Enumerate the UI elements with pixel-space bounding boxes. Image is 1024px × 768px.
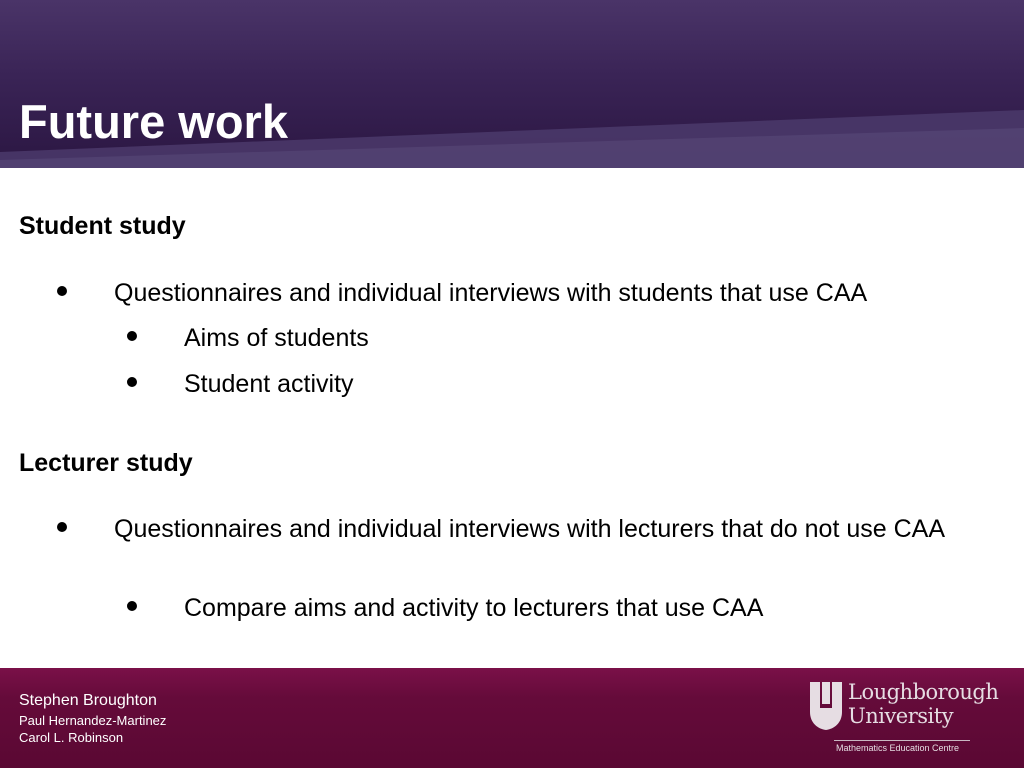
- university-logo: [810, 680, 999, 760]
- bullet-text: Aims of students: [184, 324, 369, 352]
- bullet-text: Questionnaires and individual interviews with students that use CAA: [114, 279, 868, 307]
- coauthor-name: Carol L. Robinson: [19, 730, 124, 745]
- coauthor-name: Paul Hernandez-Martinez: [19, 713, 167, 728]
- slide-content: [0, 168, 1024, 668]
- bullet-icon: [127, 331, 137, 341]
- bullet-icon: [57, 522, 67, 532]
- bullet-text: Student activity: [184, 370, 354, 398]
- bullet-icon: [127, 601, 137, 611]
- university-shield-icon: [810, 682, 842, 730]
- logo-text-line2: University: [848, 704, 954, 728]
- logo-divider: [834, 740, 970, 741]
- slide-header: [0, 0, 1024, 168]
- bullet-text: Compare aims and activity to lecturers that use CAA: [184, 594, 764, 622]
- bullet-icon: [57, 286, 67, 296]
- section-heading-student-study: Student study: [19, 212, 186, 240]
- bullet-icon: [127, 377, 137, 387]
- logo-text-line1: Loughborough: [848, 680, 999, 704]
- bullet-text: Questionnaires and individual interviews with lecturers that do not use CAA: [114, 515, 945, 543]
- presenter-name: Stephen Broughton: [19, 692, 157, 709]
- section-heading-lecturer-study: Lecturer study: [19, 449, 193, 477]
- slide-footer: [0, 668, 1024, 768]
- slide-title: Future work: [19, 95, 288, 148]
- logo-subtitle: Mathematics Education Centre: [836, 743, 960, 753]
